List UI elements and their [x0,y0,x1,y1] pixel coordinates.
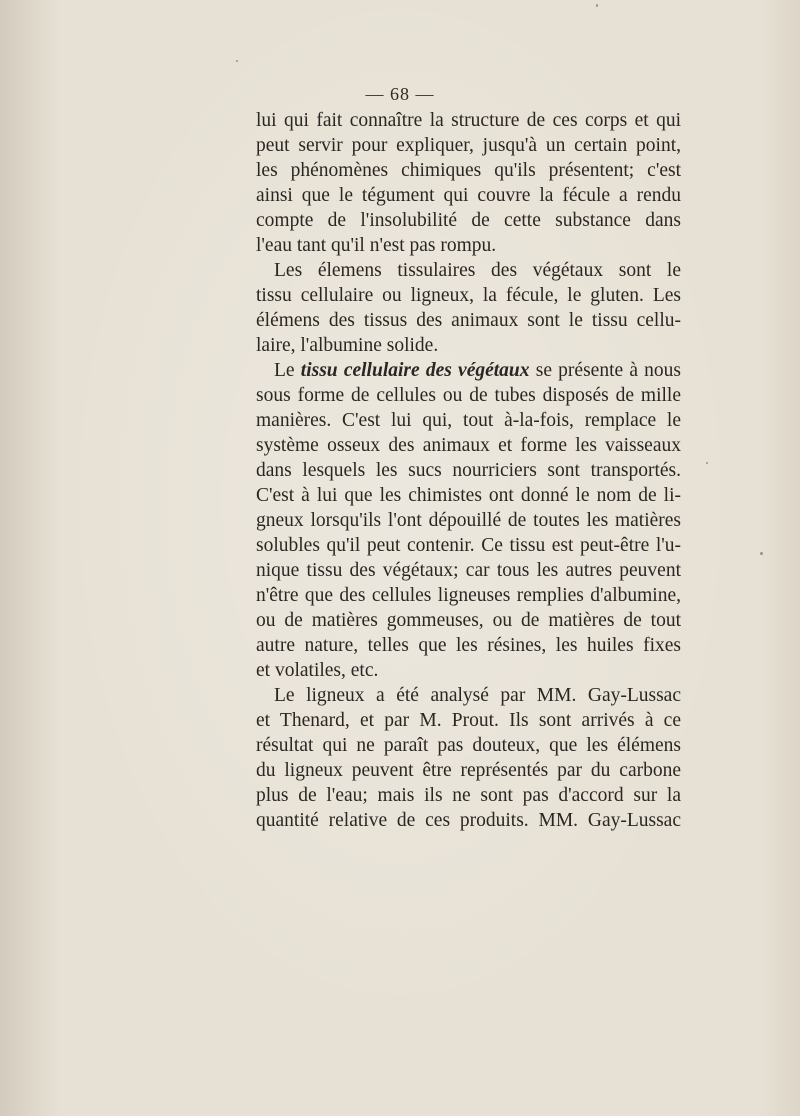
text-line: Le ligneux a été analysé par MM. Gay-Lussac [274,685,681,706]
first-line-rest: se présente à nous [535,360,682,381]
text-line: et Thenard, et par M. Prout. Ils sont arrivés à ce [256,710,681,731]
text-line: dans lesquels les sucs nourriciers sont transportés. [256,460,681,481]
paper-speck [760,552,763,555]
paper-speck [596,4,598,7]
text-line: manières. C'est lui qui, tout à-la-fois, remplace le [256,410,681,431]
text-line: Les élemens tissulaires des végétaux sont le [274,260,681,281]
paper-speck [706,462,708,464]
text-line: quantité relative de ces produits. MM. Gay-Lussac [256,810,681,831]
paper-speck [236,60,238,62]
text-line: les phénomènes chimiques qu'ils présentent; c'est [256,160,681,181]
text-line: l'eau tant qu'il n'est pas rompu. [256,235,497,256]
text-line: gneux lorsqu'ils l'ont dépouillé de toutes les matières [256,510,681,531]
text-line: élémens des tissus des animaux sont le tissu cellu- [256,310,681,331]
text-line: ou de matières gommeuses, ou de matières de tout [256,610,681,631]
text-line: laire, l'albumine solide. [256,335,439,356]
text-line: et volatiles, etc. [256,660,379,681]
italic-phrase: tissu cellulaire des végétaux [300,360,530,381]
text-line: tissu cellulaire ou ligneux, la fécule, le gluten. Les [256,285,681,306]
text-line: lui qui fait connaître la structure de ces corps et qui [256,110,681,131]
text-line: nique tissu des végétaux; car tous les autres peuvent [256,560,681,581]
text-line: sous forme de cellules ou de tubes disposés de mille [256,385,681,406]
text-line: plus de l'eau; mais ils ne sont pas d'accord sur la [256,785,681,806]
text-line: du ligneux peuvent être représentés par du carbone [256,760,681,781]
paragraph-3 [256,358,681,683]
paragraph-4 [256,683,681,833]
text-line-with-italic [256,358,681,383]
text-line: peut servir pour expliquer, jusqu'à un certain point, [256,135,681,156]
text-line: système osseux des animaux et forme les vaisseaux [256,435,681,456]
text-line: compte de l'insolubilité de cette substance dans [256,210,681,231]
text-line: n'être que des cellules ligneuses remplies d'albumine, [256,585,681,606]
text-line: C'est à lui que les chimistes ont donné le nom de li- [256,485,681,506]
body-text [256,108,681,833]
text-line: ainsi que le tégument qui couvre la fécule a rendu [256,185,681,206]
paragraph-1 [256,108,681,258]
text-line: résultat qui ne paraît pas douteux, que les élémens [256,735,681,756]
text-line: autre nature, telles que les résines, les huiles fixes [256,635,681,656]
text-line: solubles qu'il peut contenir. Ce tissu est peut-être l'u- [256,535,681,556]
paragraph-2 [256,258,681,358]
page-number: — 68 — [365,84,435,104]
intro-word: Le [274,360,295,381]
